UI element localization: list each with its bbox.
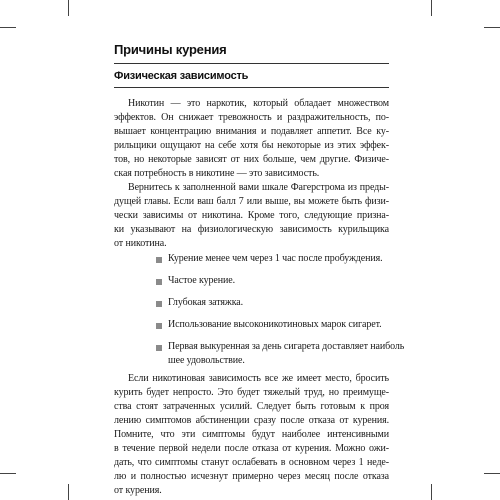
para3-line: Помните, что эти симптомы будут наиболее интенсивными	[114, 429, 389, 440]
bullet-item: Использование высоконикотиновых марок сигарет.	[168, 319, 382, 330]
bullet-square-icon	[156, 301, 162, 307]
bullet-item: Глубокая затяжка.	[168, 297, 244, 308]
para1-line: рильщики ощущают на себе хотя бы некоторые из этих эффек-	[114, 140, 389, 151]
crop-mark	[0, 27, 16, 28]
crop-mark	[68, 484, 69, 500]
bullet-item: Курение менее чем через 1 час после пробуждения.	[168, 253, 383, 264]
bullet-item-continuation: шее удовольствие.	[168, 355, 245, 366]
para1-line: эффектов. Он снижает тревожность и раздражительность, по-	[114, 112, 389, 123]
para1-line: вышает концентрацию внимания и подавляет аппетит. Все ку-	[114, 126, 389, 137]
para3-line: курить будет непросто. Это будет тяжелый труд, но преимуще-	[114, 387, 389, 398]
chapter-heading-rule	[114, 63, 389, 64]
para1-line: ская потребность в никотине — это зависимость.	[114, 168, 320, 179]
crop-mark	[431, 0, 432, 16]
para2-line: Вернитесь к заполненной вами шкале Фагерстрома из преды-	[128, 182, 389, 193]
para2-line: дущей главы. Если ваш балл 7 или выше, вы можете быть физи-	[114, 196, 389, 207]
book-page	[114, 0, 405, 500]
para3-line: дать, что симптомы станут ослабевать в основном через 1 неде-	[114, 457, 389, 468]
para3-line: ства стоят затраченных усилий. Следует быть готовым к проя	[114, 401, 389, 412]
crop-mark	[68, 0, 69, 16]
para1-line: Никотин — это наркотик, который обладает множеством	[128, 98, 389, 109]
section-heading-rule	[114, 87, 389, 88]
para3-line: лению симптомов абстиненции сразу после отказа от курения.	[114, 415, 389, 426]
bullet-square-icon	[156, 323, 162, 329]
section-heading: Физическая зависимость	[114, 70, 249, 82]
crop-mark	[431, 484, 432, 500]
crop-mark	[0, 473, 16, 474]
para3-line: лю и полностью исчезнут примерно через месяц после отказа	[114, 471, 389, 482]
para2-line: ки указывают на физиологическую зависимость курильщика	[114, 224, 389, 235]
para3-line: Если никотиновая зависимость все же имеет место, бросить	[128, 373, 389, 384]
bullet-square-icon	[156, 257, 162, 263]
chapter-heading: Причины курения	[114, 42, 227, 57]
bullet-square-icon	[156, 345, 162, 351]
bullet-item: Первая выкуренная за день сигарета доставляет наиболь	[168, 341, 405, 352]
para2-line: от никотина.	[114, 238, 167, 249]
crop-mark	[484, 27, 500, 28]
crop-mark	[484, 473, 500, 474]
para3-line: в течение первой недели после отказа от курения. Можно ожи-	[114, 443, 389, 454]
para1-line: тов, но некоторые зависят от них больше, чем другие. Физиче-	[114, 154, 389, 165]
para2-line: чески зависимы от никотина. Кроме того, следующие призна-	[114, 210, 389, 221]
bullet-square-icon	[156, 279, 162, 285]
bullet-item: Частое курение.	[168, 275, 235, 286]
para3-line: от курения.	[114, 485, 162, 496]
